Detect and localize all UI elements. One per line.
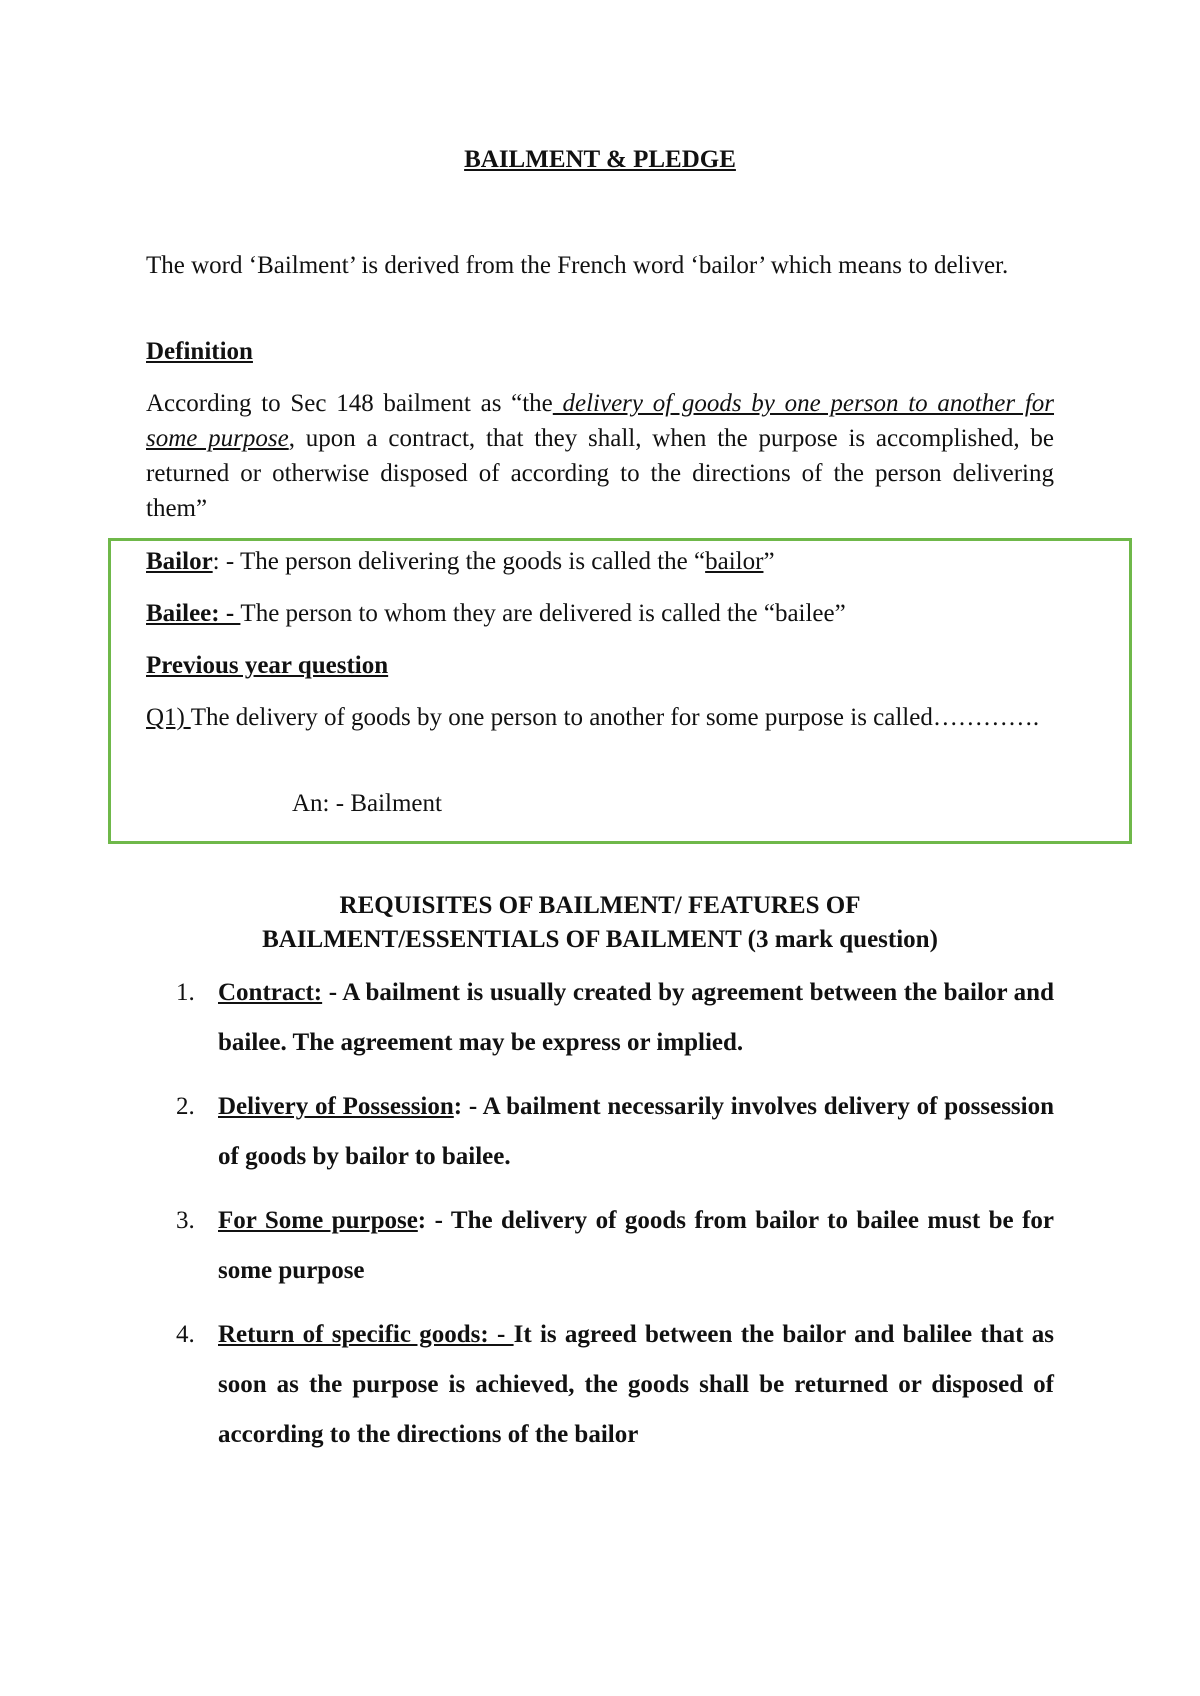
list-number: 1.: [176, 979, 195, 1006]
list-item: [146, 968, 1054, 1068]
list-text: : - A bailment necessarily involves delivery of possession of goods by bailor to bailee.: [218, 1093, 1054, 1170]
list-text: - A bailment is usually created by agreement between the bailor and bailee. The agreement may be express or implied.: [218, 979, 1054, 1056]
requisites-heading-line2: BAILMENT/ESSENTIALS OF BAILMENT (3 mark question): [262, 926, 938, 953]
list-label: Delivery of Possession: [218, 1093, 454, 1120]
document-title: BAILMENT & PLEDGE: [464, 146, 736, 173]
definition-italic: delivery of goods by one person to another for some purpose: [146, 390, 1055, 452]
list-number: 4.: [176, 1321, 195, 1348]
bailor-word: bailor: [705, 548, 764, 575]
list-label: Contract:: [218, 979, 323, 1006]
requisites-heading-line1: REQUISITES OF BAILMENT/ FEATURES OF: [339, 892, 861, 919]
list-item: [146, 1082, 1054, 1182]
list-item: [146, 1310, 1054, 1460]
bailee-label: Bailee: -: [146, 600, 241, 627]
list-text: : - The delivery of goods from bailor to bailee must be for some purpose: [218, 1207, 1054, 1284]
list-text: It is agreed between the bailor and balilee that as soon as the purpose is achieved, the goods shall be returned or disposed of according to the directions of the bailor: [218, 1321, 1054, 1448]
list-item: [146, 1196, 1054, 1296]
intro-paragraph: The word ‘Bailment’ is derived from the French word ‘bailor’ which means to deliver.: [146, 252, 1009, 279]
question-label: Q1): [146, 704, 191, 731]
answer-line: An: - Bailment: [292, 790, 442, 817]
list-number: 3.: [176, 1207, 195, 1234]
bailee-line: [146, 596, 1054, 631]
list-label: Return of specific goods: -: [218, 1321, 514, 1348]
bailor-line: [146, 544, 1054, 579]
question-text: The delivery of goods by one person to another for some purpose is called………….: [190, 704, 1040, 731]
list-number: 2.: [176, 1093, 195, 1120]
definition-lead: According to Sec 148 bailment as “the: [146, 390, 553, 417]
question-line: [146, 700, 1054, 735]
bailor-label: Bailor: [146, 548, 213, 575]
definition-rest: , upon a contract, that they shall, when the purpose is accomplished, be returned or otherwise disposed of according to the directions of the person delivering them”: [146, 425, 1054, 522]
list-label: For Some purpose: [218, 1207, 418, 1234]
bailee-text: The person to whom they are delivered is called the “bailee”: [240, 600, 846, 627]
bailor-text-a: : - The person delivering the goods is called the “: [212, 548, 706, 575]
definition-paragraph: [146, 386, 1054, 526]
pyq-heading: Previous year question: [146, 652, 389, 679]
definition-heading: Definition: [146, 338, 253, 365]
bailor-text-b: ”: [763, 548, 775, 575]
